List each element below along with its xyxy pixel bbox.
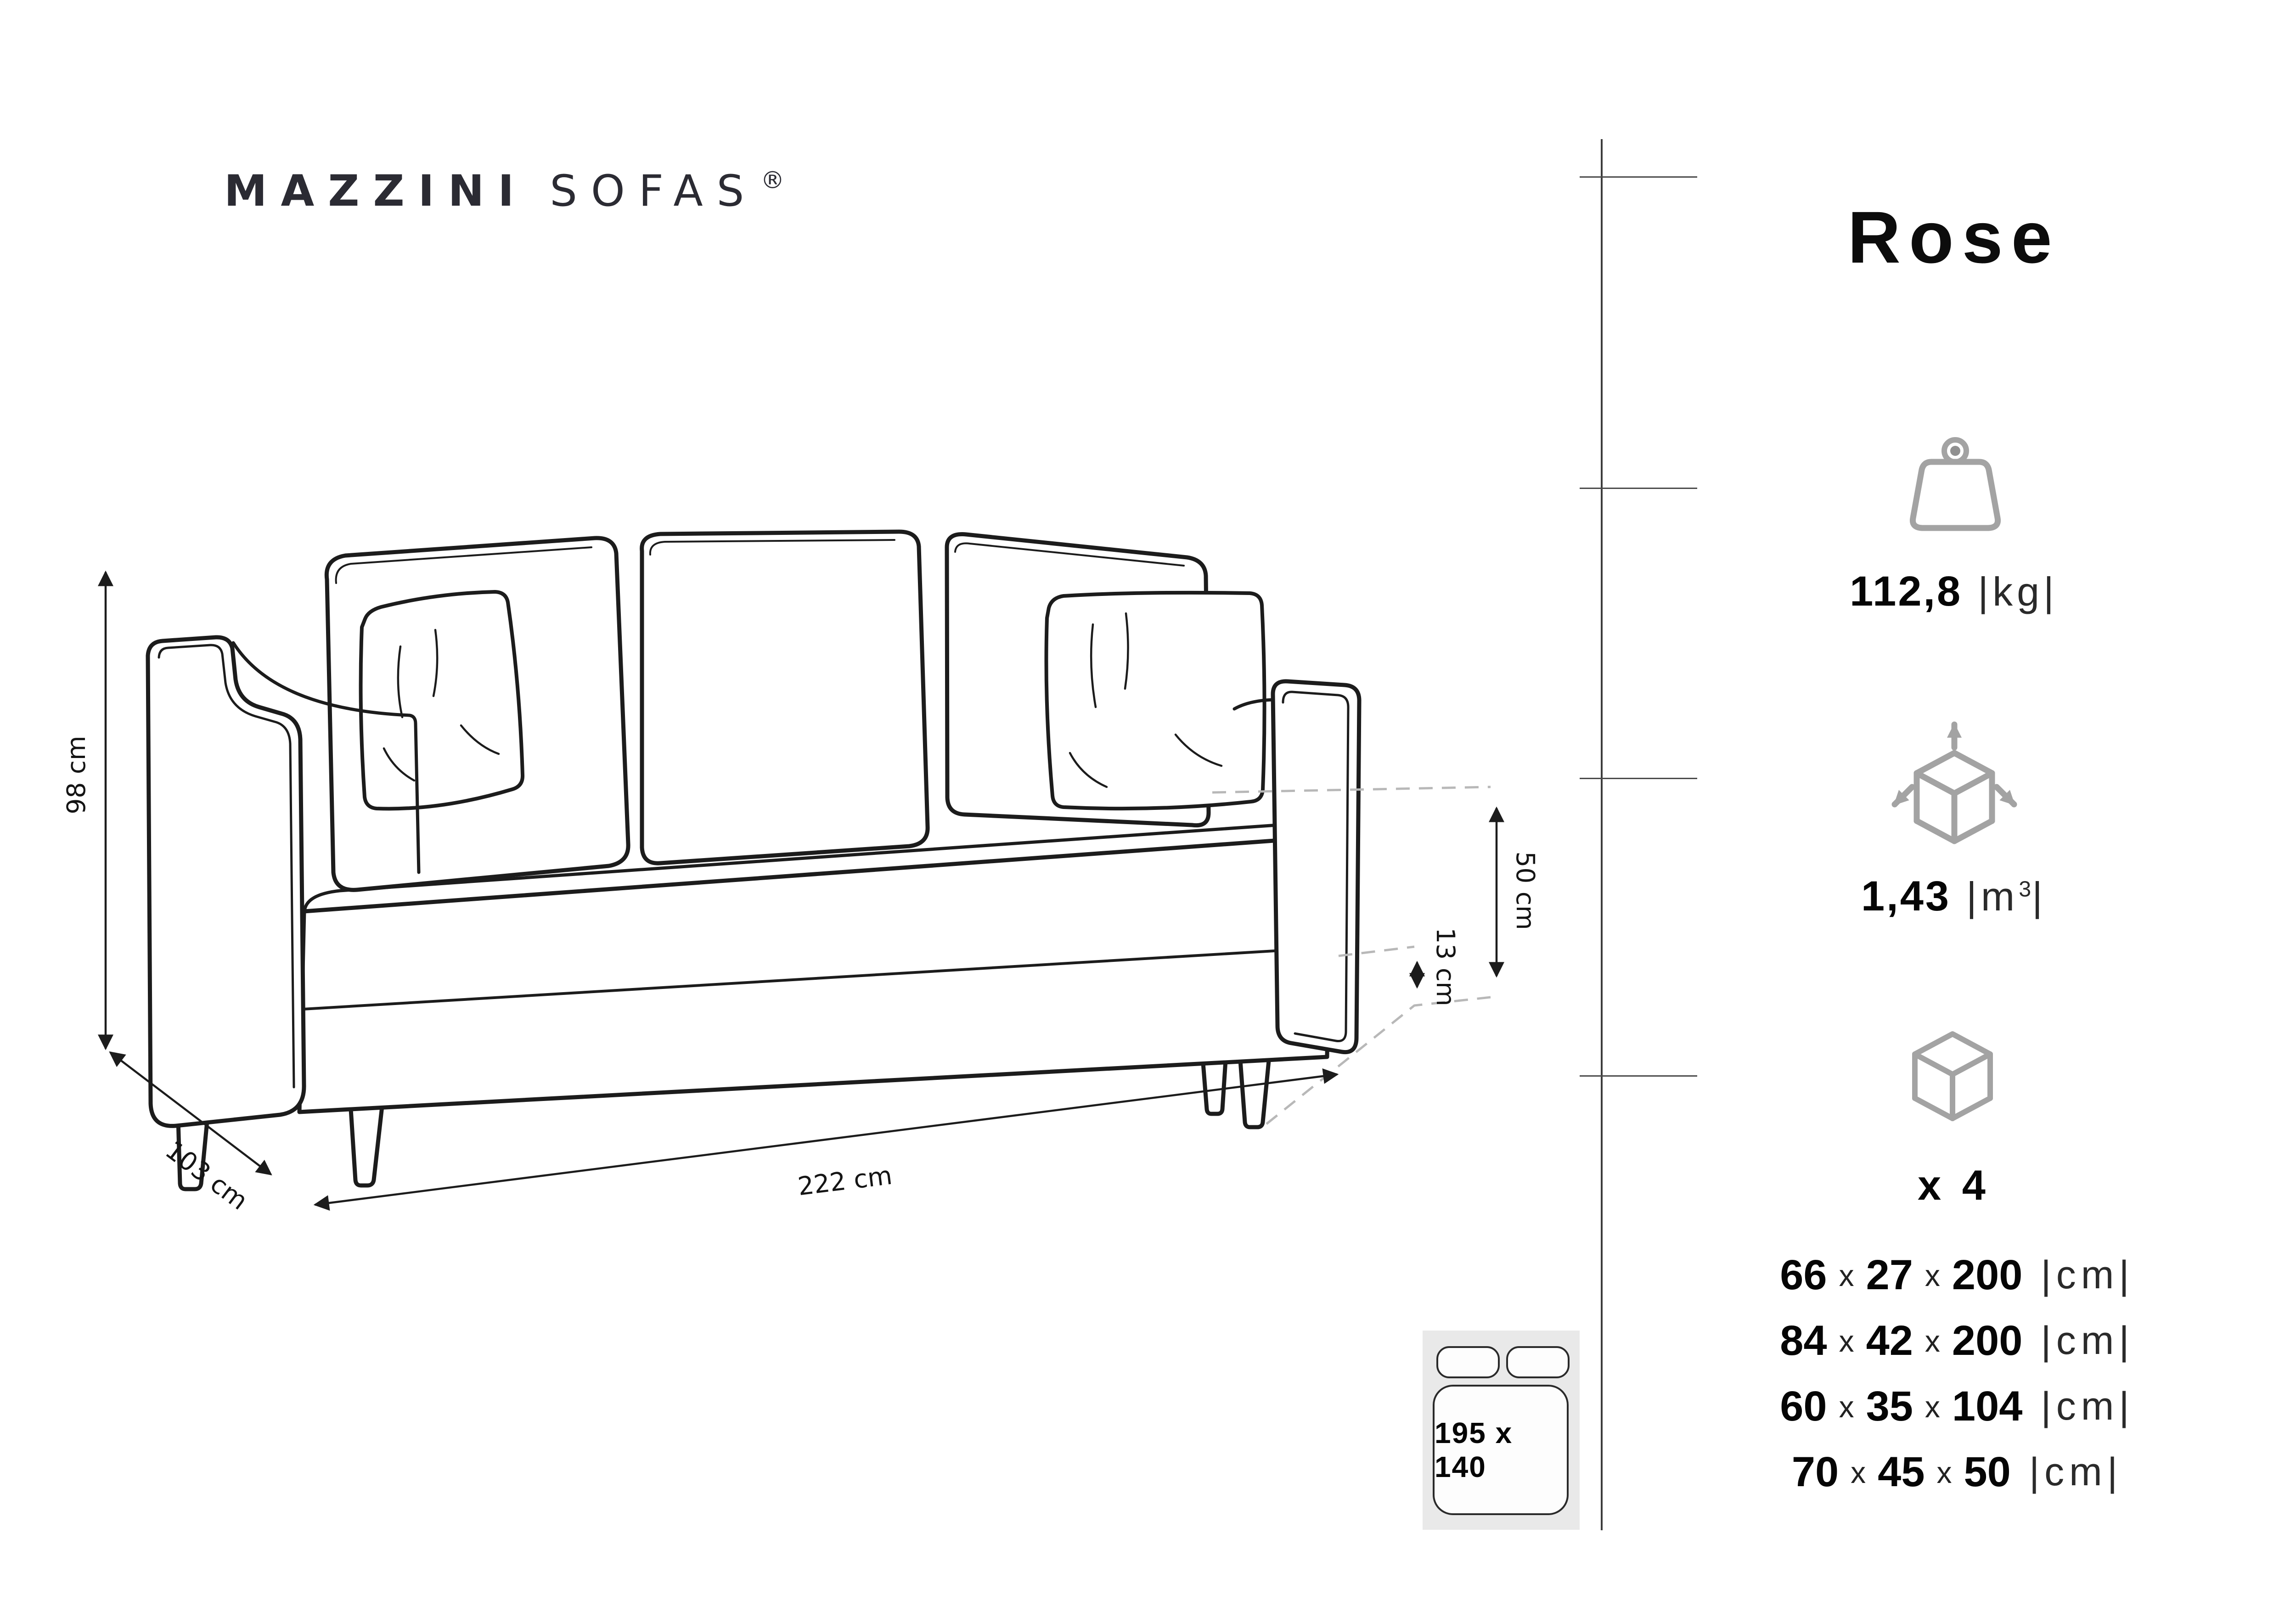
weight-value: [1662, 567, 2245, 616]
package-dimension-row: 60 x 35 x 104 |cm|: [1780, 1383, 2134, 1430]
sofa-bed-icon: [1423, 1331, 1580, 1530]
weight-number: 112,8: [1850, 568, 1963, 615]
package-dimension-row: 66 x 27 x 200 |cm|: [1780, 1252, 2134, 1298]
seat-height-dimension-label: 50 cm: [1511, 851, 1540, 930]
depth-dimension-label: 103 cm: [160, 1135, 253, 1216]
package-box-icon: [1915, 1034, 1990, 1118]
volume-unit: $|m^3|$: [1966, 874, 2047, 919]
package-count: x 4: [1918, 1162, 1990, 1209]
package-dimension-row: 70 x 45 x 50 |cm|: [1791, 1449, 2123, 1495]
section-tick: [1580, 176, 1697, 178]
brand-logo: [224, 159, 785, 216]
height-dimension-label: 98 cm: [62, 736, 91, 814]
product-title: Rose: [1847, 196, 2060, 278]
section-tick: [1580, 488, 1697, 489]
bed-mattress-icon: [1433, 1385, 1569, 1515]
volume-number: 1,43: [1861, 873, 1951, 920]
bed-pillow-icon: [1506, 1346, 1570, 1378]
weight-unit: |kg|: [1978, 569, 2058, 614]
volume-value: [1662, 872, 2245, 921]
brand-word-secondary: SOFAS: [550, 166, 758, 216]
width-dimension-label: 222 cm: [796, 1160, 894, 1202]
package-dimensions-list: [1662, 1242, 2245, 1505]
weight-icon: [1913, 440, 1998, 528]
registered-trademark-symbol: ®: [760, 167, 785, 194]
leg-height-dimension-label: 13 cm: [1431, 927, 1460, 1006]
package-dimension-row: 84 x 42 x 200 |cm|: [1780, 1317, 2134, 1364]
volume-cube-icon: [1895, 724, 2014, 841]
divider-line: [1601, 139, 1603, 1530]
sofa-outline: [148, 532, 1359, 1189]
brand-word-primary: MAZZINI: [224, 166, 528, 216]
section-tick: [1580, 1075, 1697, 1077]
section-tick: [1580, 778, 1697, 779]
bed-pillow-icon: [1436, 1346, 1500, 1378]
bed-size-label: 195 x 140: [1435, 1416, 1513, 1483]
